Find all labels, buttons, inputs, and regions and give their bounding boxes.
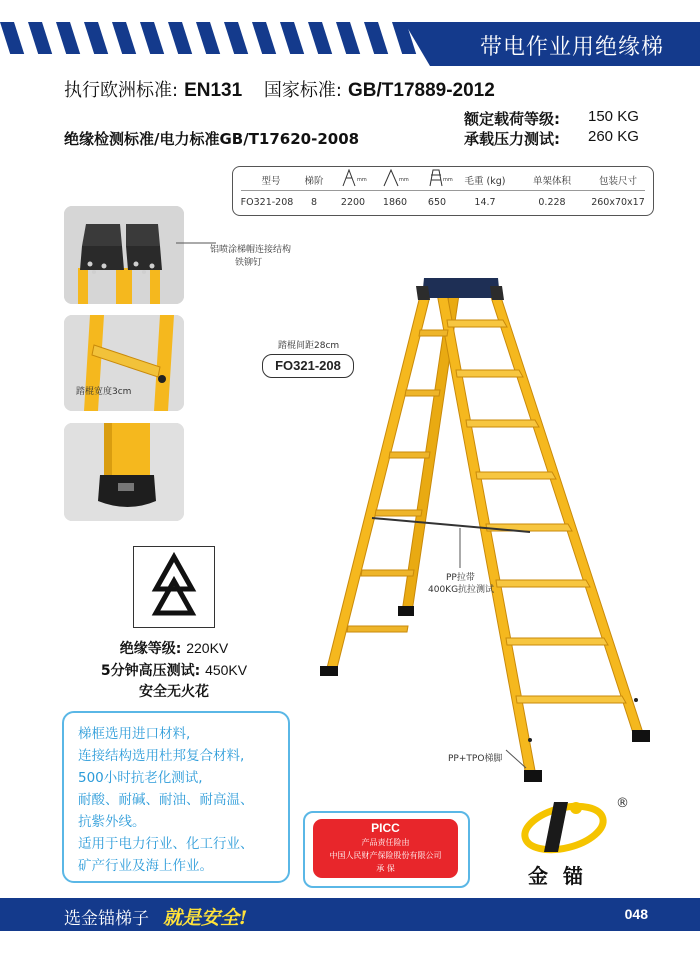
table-header-row <box>233 169 653 191</box>
svg-text:mm: mm <box>443 177 453 183</box>
insulation-standard: 绝缘检测标准/电力标准GB/T17620-2008 <box>64 130 360 148</box>
rung-width-caption: 踏棍宽度3cm <box>76 387 132 397</box>
load-value: 150 KG <box>588 108 639 125</box>
slogan-text: 选金锚梯子 <box>64 909 149 929</box>
table-cell: 0.228 <box>538 197 566 208</box>
feature-line: 适用于电力行业、化工行业、 <box>78 836 254 852</box>
ladder-open-height-icon <box>375 169 415 190</box>
slogan-tagline: 就是安全! <box>163 907 248 929</box>
table-cell: 650 <box>427 197 447 208</box>
page-number: 048 <box>624 906 648 922</box>
pressure-value: 260 KG <box>588 128 639 145</box>
ladder-height-icon <box>333 169 373 190</box>
eu-standard-label: 执行欧洲标准: <box>64 80 179 101</box>
table-header-cell: 毛重 (kg) <box>464 176 506 187</box>
picc-line-3: 承 保 <box>376 864 395 873</box>
cn-standard-label: 国家标准: <box>263 80 342 101</box>
table-cell: 1860 <box>382 197 408 208</box>
feature-line: 矿产行业及海上作业。 <box>78 858 213 874</box>
cn-standard-value: GB/T17889-2012 <box>348 80 495 101</box>
page-title: 带电作业用绝缘梯 <box>479 35 664 60</box>
rung-spacing-label: 踏棍间距28cm <box>278 341 340 351</box>
picc-insurance-badge <box>303 811 470 888</box>
feature-line: 500小时抗老化测试, <box>78 770 203 786</box>
table-header-cell: 型号 <box>261 176 281 187</box>
table-header-cell: 包装尺寸 <box>598 176 637 187</box>
picc-line-1: 产品责任险由 <box>361 838 410 847</box>
feature-box <box>62 711 290 883</box>
footer-slogan <box>64 903 247 930</box>
strap-label-2: 400KG抗拉测试 <box>428 585 495 595</box>
table-cell: FO321-208 <box>240 197 294 208</box>
load-label: 额定载荷等级: <box>464 110 560 128</box>
table-cell: 8 <box>310 197 318 208</box>
table-cell: 2200 <box>340 197 366 208</box>
top-cap-photo <box>64 206 184 304</box>
pressure-rating <box>464 128 664 149</box>
insulation-level: 绝缘等级: 220KV <box>119 640 229 657</box>
pressure-label: 承载压力测试: <box>464 130 560 148</box>
feature-line: 梯框选用进口材料, <box>78 726 191 742</box>
table-row <box>233 193 653 215</box>
cap-caption-1: 铝喷涂梯帽连接结构 <box>210 245 292 255</box>
spec-table <box>232 166 654 216</box>
feature-line: 连接结构选用杜邦复合材料, <box>78 748 245 764</box>
svg-text:mm: mm <box>399 177 409 183</box>
double-triangle-icon <box>134 547 214 627</box>
table-header-cell: 单架体积 <box>532 176 571 187</box>
picc-line-2: 中国人民财产保险股份有限公司 <box>329 851 442 860</box>
brand-name: 金 锚 <box>528 864 587 888</box>
foot-label: PP+TPO梯脚 <box>448 754 503 764</box>
table-cell: 14.7 <box>474 197 496 208</box>
load-rating <box>464 108 664 129</box>
feature-line: 耐酸、耐碱、耐油、耐高温、 <box>78 792 254 808</box>
insulation-symbol <box>133 546 215 628</box>
ladder-illustration <box>300 270 660 790</box>
cap-caption-2: 铁铆钉 <box>235 258 263 268</box>
picc-panel <box>313 819 458 878</box>
feature-line: 抗紫外线。 <box>78 814 146 830</box>
strap-label-1: PP拉带 <box>446 573 475 583</box>
table-divider <box>241 190 645 191</box>
foot-photo <box>64 423 184 521</box>
table-header-cell: 梯阶 <box>304 176 324 187</box>
eu-standard-value: EN131 <box>184 80 243 101</box>
svg-text:mm: mm <box>357 177 367 183</box>
no-spark: 安全无火花 <box>139 684 209 700</box>
ladder-width-icon <box>419 169 459 190</box>
standards-line <box>64 76 495 102</box>
hv-test: 5分钟高压测试: 450KV <box>100 662 248 679</box>
page-subtitle: 标准保证安全 <box>436 68 515 83</box>
table-cell: 260x70x17 <box>591 197 645 208</box>
picc-title: PICC <box>371 821 400 835</box>
anchor-brand-logo <box>518 796 614 858</box>
registered-mark: ® <box>616 796 629 811</box>
model-badge: FO321-208 <box>262 354 354 378</box>
